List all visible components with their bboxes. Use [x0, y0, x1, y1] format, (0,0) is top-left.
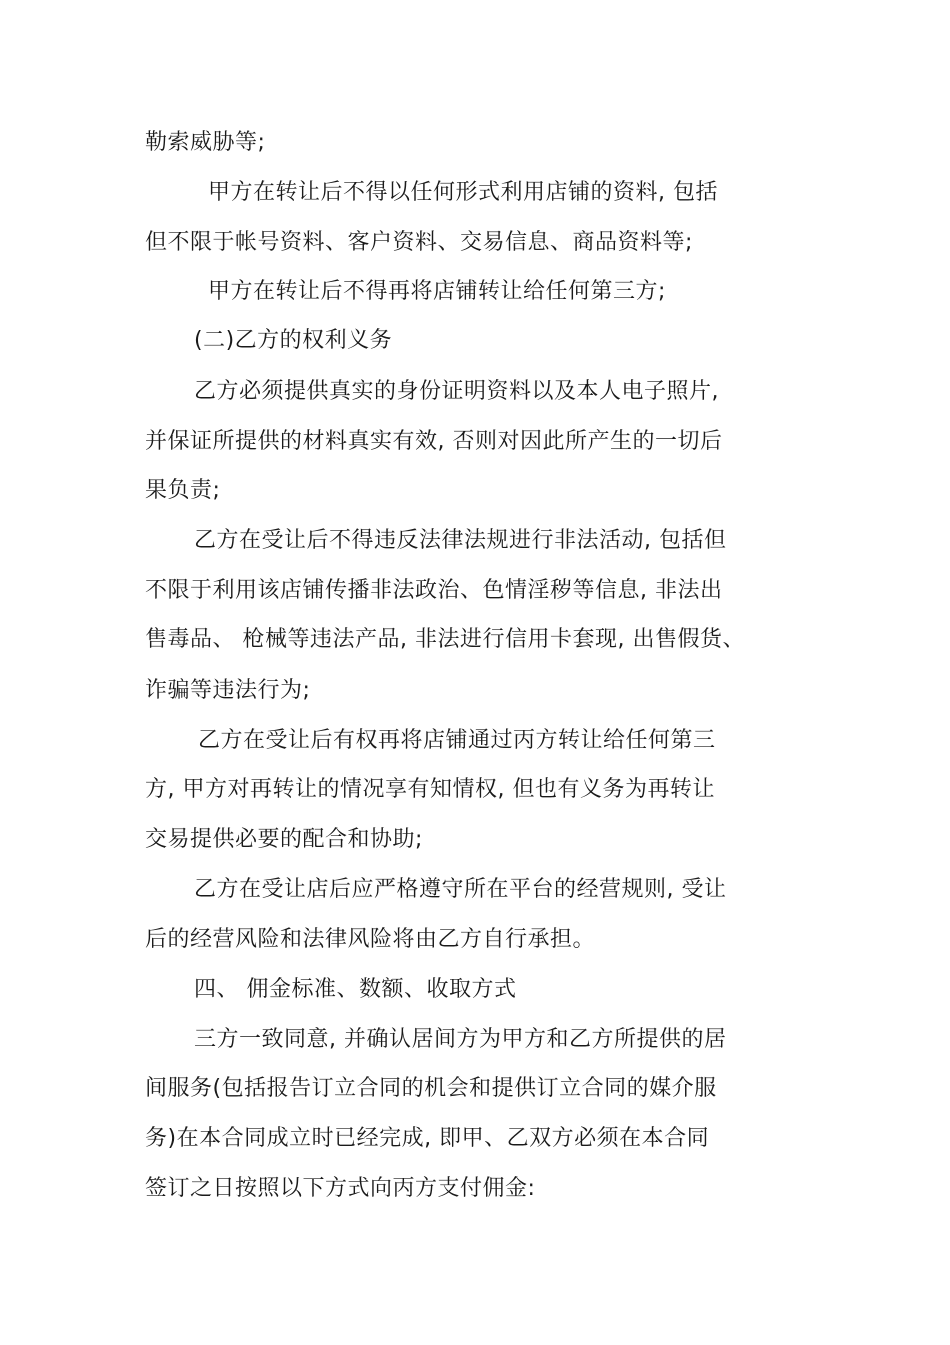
text-line: 诈骗等违法行为; [145, 678, 311, 703]
text-line: 不限于利用该店铺传播非法政治、色情淫秽等信息, 非法出 [145, 578, 723, 603]
text-line: 务)在本合同成立时已经完成, 即甲、乙双方必须在本合同 [145, 1126, 710, 1151]
text-line: 乙方必须提供真实的身份证明资料以及本人电子照片, [194, 379, 719, 404]
text-line: 乙方在受让店后应严格遵守所在平台的经营规则, 受让 [194, 877, 727, 902]
text-line: 签订之日按照以下方式向丙方支付佣金: [145, 1176, 536, 1201]
text-line: 乙方在受让后不得违反法律法规进行非法活动, 包括但 [194, 528, 727, 553]
section-heading: 四、 佣金标准、数额、收取方式 [194, 977, 517, 1002]
text-line: 乙方在受让后有权再将店铺通过丙方转让给任何第三 [198, 728, 716, 753]
text-line: 交易提供必要的配合和协助; [145, 827, 423, 852]
text-line: 方, 甲方对再转让的情况享有知情权, 但也有义务为再转让 [145, 777, 715, 802]
section-heading: (二)乙方的权利义务 [194, 328, 393, 353]
text-line: 勒索威胁等; [145, 130, 266, 155]
text-line: 并保证所提供的材料真实有效, 否则对因此所产生的一切后 [145, 429, 723, 454]
text-line: 间服务(包括报告订立合同的机会和提供订立合同的媒介服 [145, 1076, 717, 1101]
text-line: 甲方在转让后不得以任何形式利用店铺的资料, 包括 [208, 180, 718, 205]
text-line: 但不限于帐号资料、客户资料、交易信息、商品资料等; [145, 230, 693, 255]
text-line: 后的经营风险和法律风险将由乙方自行承担。 [145, 927, 596, 952]
text-line: 售毒品、 枪械等违法产品, 非法进行信用卡套现, 出售假货、 [145, 627, 745, 652]
text-line: 三方一致同意, 并确认居间方为甲方和乙方所提供的居 [194, 1027, 727, 1052]
text-line: 果负责; [145, 478, 221, 503]
text-line: 甲方在转让后不得再将店铺转让给任何第三方; [208, 279, 666, 304]
